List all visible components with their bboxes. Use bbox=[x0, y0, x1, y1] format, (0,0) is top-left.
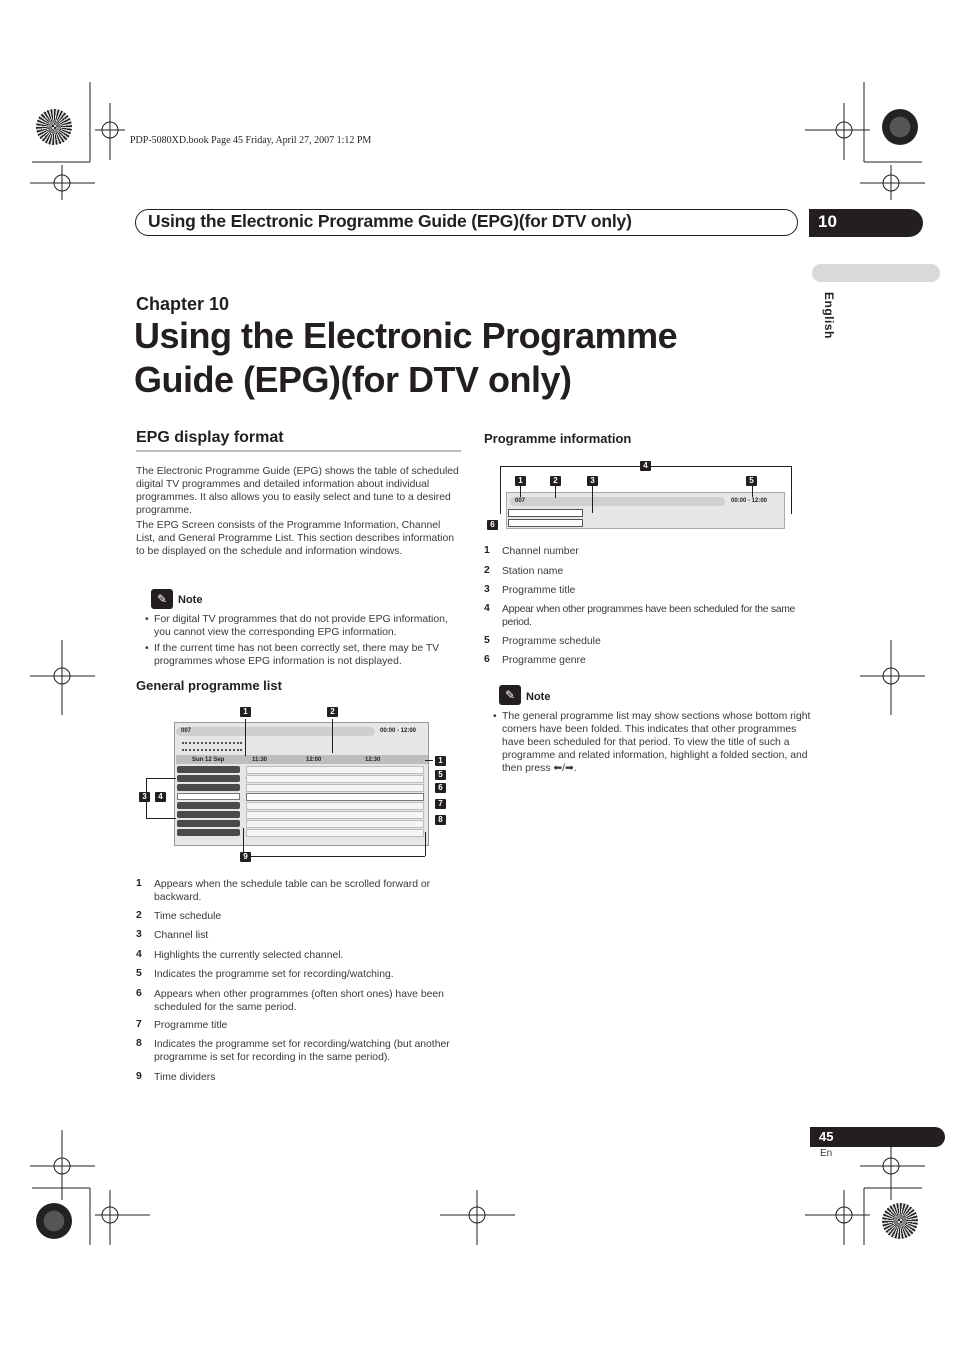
info-callout-5: 5 bbox=[746, 476, 757, 486]
callout-line bbox=[500, 466, 501, 514]
channel-row bbox=[177, 820, 240, 827]
header-title: Using the Electronic Programme Guide (EPG)(for DTV only) bbox=[148, 211, 632, 231]
chapter-title bbox=[134, 314, 774, 402]
registration-dial-top-right bbox=[882, 109, 918, 145]
callout-line bbox=[332, 719, 333, 753]
gl-num-3: 3 bbox=[136, 929, 142, 940]
epg-time-1: 11:30 bbox=[252, 757, 268, 763]
info-channel: 007 bbox=[515, 498, 526, 504]
chapter-label: Chapter 10 bbox=[136, 294, 230, 314]
gl-text-5: Indicates the programme set for recording/watching. bbox=[154, 969, 394, 980]
info-callout-2: 2 bbox=[550, 476, 561, 486]
pi-text-4: Appear when other programmes have been scheduled for the same period. bbox=[502, 604, 796, 628]
channel-row bbox=[177, 829, 240, 836]
callout-7: 7 bbox=[435, 799, 446, 809]
pi-text-1: Channel number bbox=[502, 546, 579, 557]
callout-line bbox=[555, 485, 556, 498]
pi-num-2: 2 bbox=[484, 565, 490, 576]
registration-dial-bottom-right bbox=[882, 1203, 918, 1239]
chapter-number-tab: 10 bbox=[809, 209, 923, 237]
gl-num-5: 5 bbox=[136, 968, 142, 979]
programme-info-heading: Programme information bbox=[484, 431, 632, 446]
general-list-heading: General programme list bbox=[136, 678, 282, 693]
info-title-bar bbox=[510, 497, 725, 506]
epg-date: Sun 12 Sep bbox=[192, 757, 225, 763]
section-rule bbox=[136, 450, 461, 452]
epg-info-line-2 bbox=[182, 749, 242, 754]
callout-line bbox=[592, 485, 593, 513]
gl-num-4: 4 bbox=[136, 949, 142, 960]
pi-num-5: 5 bbox=[484, 635, 490, 646]
programme-cell bbox=[246, 811, 424, 819]
gl-num-7: 7 bbox=[136, 1019, 142, 1030]
callout-1b: 1 bbox=[435, 756, 446, 766]
pi-num-6: 6 bbox=[484, 654, 490, 665]
pi-num-3: 3 bbox=[484, 584, 490, 595]
registration-dial-top-left bbox=[36, 109, 72, 145]
gl-text-3: Channel list bbox=[154, 930, 209, 941]
gl-text-4: Highlights the currently selected channel. bbox=[154, 950, 344, 961]
pi-text-6: Programme genre bbox=[502, 655, 586, 666]
info-callout-1: 1 bbox=[515, 476, 526, 486]
callout-line bbox=[425, 760, 433, 761]
pi-text-5: Programme schedule bbox=[502, 636, 601, 647]
channel-row-highlighted bbox=[177, 793, 240, 800]
epg-title-bar bbox=[176, 727, 375, 736]
programme-cell bbox=[246, 829, 424, 837]
channel-row bbox=[177, 775, 240, 782]
gl-text-8: Indicates the programme set for recording/watching (but another programme is set for recording in the same period). bbox=[154, 1039, 450, 1063]
callout-6: 6 bbox=[435, 783, 446, 793]
callout-3: 3 bbox=[139, 792, 150, 802]
epg-section-heading: EPG display format bbox=[136, 429, 284, 446]
gl-text-2: Time schedule bbox=[154, 911, 222, 922]
channel-row bbox=[177, 811, 240, 818]
page-language-code: En bbox=[820, 1148, 833, 1159]
gl-num-1: 1 bbox=[136, 878, 142, 889]
gl-text-7: Programme title bbox=[154, 1020, 228, 1031]
callout-8: 8 bbox=[435, 815, 446, 825]
programme-cell bbox=[246, 766, 424, 774]
gl-num-2: 2 bbox=[136, 910, 142, 921]
gl-num-6: 6 bbox=[136, 988, 142, 999]
programme-cell bbox=[246, 784, 424, 792]
page-number: 45 bbox=[810, 1127, 945, 1147]
programme-cell bbox=[246, 775, 424, 783]
chapter-title-line2: Guide (EPG)(for DTV only) bbox=[134, 359, 572, 400]
callout-line bbox=[752, 485, 753, 497]
epg-para-1: The Electronic Programme Guide (EPG) shows the table of scheduled digital TV programmes and detailed information about individual programmes. It also allows you to easily select and tune to a desired programme. bbox=[136, 466, 459, 516]
gl-text-6: Appears when other programmes (often short ones) have been scheduled for the same period. bbox=[154, 989, 444, 1013]
registration-dial-bottom-left bbox=[36, 1203, 72, 1239]
epg-time-2: 12:00 bbox=[306, 757, 322, 763]
pi-num-4: 4 bbox=[484, 603, 490, 614]
info-callout-3: 3 bbox=[587, 476, 598, 486]
epg-time-3: 12:30 bbox=[365, 757, 381, 763]
note-icon: ✎ bbox=[151, 589, 173, 609]
language-tab bbox=[812, 264, 940, 282]
pi-text-3: Programme title bbox=[502, 585, 576, 596]
epg-channel: 007 bbox=[181, 728, 192, 734]
programme-cell bbox=[246, 802, 424, 810]
gl-text-9: Time dividers bbox=[154, 1072, 216, 1083]
note-icon: ✎ bbox=[499, 685, 521, 705]
epg-para-2: The EPG Screen consists of the Programme Information, Channel List, and General Programme List. This section describes information to be displayed on the schedule and information windows. bbox=[136, 520, 455, 557]
pi-num-1: 1 bbox=[484, 545, 490, 556]
language-label: English bbox=[822, 292, 836, 339]
programme-cell-highlighted bbox=[246, 793, 424, 801]
callout-line bbox=[146, 818, 176, 819]
note-label: Note bbox=[526, 691, 551, 703]
callout-9: 9 bbox=[240, 852, 251, 862]
note-bullet-1: • For digital TV programmes that do not provide EPG information, you cannot view the corresponding EPG information. bbox=[154, 613, 464, 639]
note-bullet-right: • The general programme list may show sections whose bottom right corners have been folded. This indicates that other programmes have been scheduled for that period. To view the title of such a programme and related information, highlight a folded section, and then press ⬅/➡. bbox=[502, 710, 812, 775]
print-header: PDP-5080XD.book Page 45 Friday, April 27, 2007 1:12 PM bbox=[130, 135, 372, 146]
channel-row bbox=[177, 766, 240, 773]
callout-line bbox=[520, 485, 521, 497]
callout-line bbox=[146, 778, 176, 779]
pi-text-2: Station name bbox=[502, 566, 564, 577]
gl-text-1: Appears when the schedule table can be scrolled forward or backward. bbox=[154, 879, 431, 903]
callout-line bbox=[243, 856, 425, 857]
gl-num-8: 8 bbox=[136, 1038, 142, 1049]
gl-num-9: 9 bbox=[136, 1071, 142, 1082]
note-bullet-2: • If the current time has not been correctly set, there may be TV programmes whose EPG information is not displayed. bbox=[154, 642, 464, 668]
epg-info-line-1 bbox=[182, 742, 242, 747]
note-label: Note bbox=[178, 594, 203, 606]
chapter-title-line1: Using the Electronic Programme bbox=[134, 315, 678, 356]
info-callout-6: 6 bbox=[487, 520, 498, 530]
channel-row bbox=[177, 802, 240, 809]
callout-line bbox=[425, 832, 426, 856]
programme-cell bbox=[246, 820, 424, 828]
epg-time-range: 00:00 - 12:00 bbox=[380, 728, 417, 734]
callout-2: 2 bbox=[327, 707, 338, 717]
callout-line bbox=[245, 719, 246, 756]
callout-1: 1 bbox=[240, 707, 251, 717]
info-genre-box bbox=[508, 509, 583, 517]
callout-5: 5 bbox=[435, 770, 446, 780]
info-callout-4: 4 bbox=[640, 461, 651, 471]
info-genre-box bbox=[508, 519, 583, 527]
callout-4: 4 bbox=[155, 792, 166, 802]
channel-row bbox=[177, 784, 240, 791]
callout-line bbox=[791, 466, 792, 514]
info-time-range: 00:00 - 12:00 bbox=[731, 498, 768, 504]
